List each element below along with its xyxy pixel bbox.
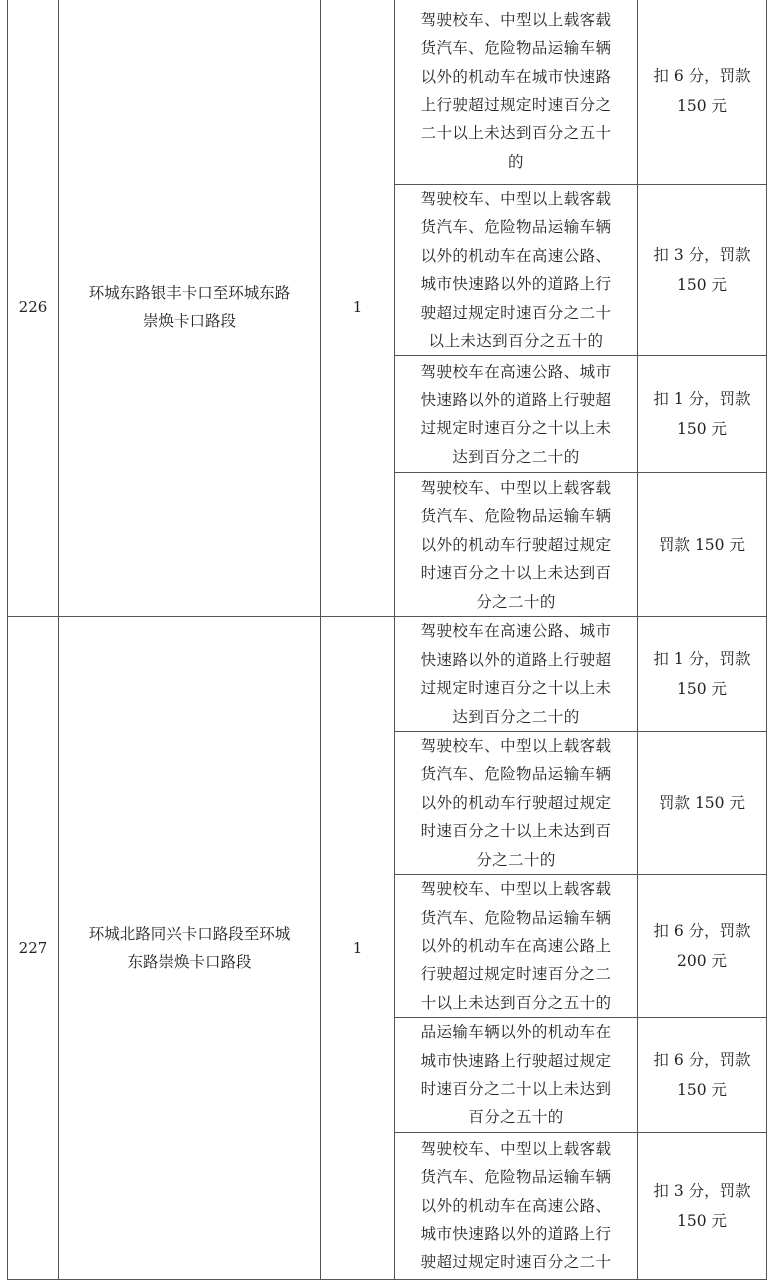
- cell-line: 150 元: [676, 1211, 727, 1230]
- cell-line: 150 元: [676, 420, 727, 439]
- violation-description: [395, 356, 638, 473]
- penalty: [638, 356, 767, 473]
- cell-line: 货汽车、危险物品运输车辆: [420, 507, 612, 526]
- cell-line: 货汽车、危险物品运输车辆: [420, 908, 612, 927]
- cell-line: 环城北路同兴卡口路段至环城: [88, 925, 291, 944]
- cell-line: 150 元: [676, 1080, 727, 1099]
- penalty: [638, 1132, 767, 1279]
- cell-line: 150 元: [676, 97, 727, 115]
- cell-line: 扣 1 分，罚款: [653, 390, 751, 409]
- cell-line: 达到百分之二十的: [452, 707, 580, 726]
- violation-description: [395, 875, 638, 1018]
- penalty: [638, 473, 767, 617]
- cell-line: 快速路以外的道路上行驶超: [420, 391, 612, 410]
- cell-line: 货汽车、危险物品运输车辆: [420, 765, 612, 784]
- cell-line: 城市快速路上行驶超过规定: [420, 1051, 612, 1070]
- road-section: [59, 0, 321, 617]
- penalty: [638, 185, 767, 356]
- cell-line: 过规定时速百分之十以上未: [420, 419, 612, 438]
- penalty: [638, 875, 767, 1018]
- cell-line: 驾驶校车在高速公路、城市: [420, 362, 612, 381]
- cell-line: 百分之五十的: [468, 1108, 564, 1127]
- cell-line: 达到百分之二十的: [452, 447, 580, 466]
- cell-line: 罚款 150 元: [659, 535, 745, 554]
- cell-line: 驶超过规定时速百分之二十: [420, 303, 612, 322]
- violation-description: [395, 617, 638, 732]
- penalty: [638, 1018, 767, 1133]
- cell-line: 驾驶校车、中型以上载客载: [420, 478, 612, 497]
- cell-line: 驾驶校车、中型以上载客载: [420, 190, 612, 208]
- cell-line: 以外的机动车行驶超过规定: [420, 535, 612, 554]
- cell-line: 以外的机动车在城市快速路: [420, 67, 612, 86]
- cell-line: 驾驶校车、中型以上载客载: [420, 880, 612, 899]
- cell-line: 罚款 150 元: [659, 794, 745, 813]
- cell-line: 货汽车、危险物品运输车辆: [420, 218, 612, 237]
- violation-description: [395, 1018, 638, 1133]
- cell-line: 以上未达到百分之五十的: [428, 332, 604, 351]
- penalty: [638, 617, 767, 732]
- cell-line: 扣 6 分，罚款: [653, 1050, 751, 1069]
- cell-line: 时速百分之十以上未达到百: [420, 564, 612, 583]
- cell-line: 分之二十的: [476, 850, 556, 869]
- table-row: [8, 617, 767, 732]
- lane-count: 1: [321, 0, 395, 617]
- cell-line: 驾驶校车、中型以上载客载: [420, 10, 612, 29]
- violation-description: [395, 732, 638, 875]
- cell-line: 分之二十的: [476, 592, 556, 611]
- cell-line: 驾驶校车在高速公路、城市: [420, 622, 612, 641]
- penalty: [638, 732, 767, 875]
- cell-line: 品运输车辆以外的机动车在: [420, 1023, 612, 1042]
- cell-line: 时速百分之二十以上未达到: [420, 1079, 612, 1098]
- table-row: [8, 0, 767, 185]
- violation-description: [395, 185, 638, 356]
- cell-line: 驶超过规定时速百分之二十: [420, 1253, 612, 1272]
- cell-line: 过规定时速百分之十以上未: [420, 679, 612, 698]
- cell-line: 驾驶校车、中型以上载客载: [420, 737, 612, 756]
- cell-line: 上行驶超过规定时速百分之: [420, 96, 612, 114]
- violation-description: [395, 473, 638, 617]
- cell-line: 行驶超过规定时速百分之二: [420, 965, 612, 984]
- cell-line: 二十以上未达到百分之五十: [420, 124, 612, 143]
- row-number: 226: [8, 0, 59, 617]
- cell-line: 崇焕卡口路段: [142, 312, 236, 331]
- violation-description: [395, 0, 638, 185]
- cell-line: 城市快速路以外的道路上行: [420, 1224, 612, 1243]
- cell-line: 以外的机动车行驶超过规定: [420, 793, 612, 812]
- penalty: [638, 0, 767, 185]
- cell-line: 环城东路银丰卡口至环城东路: [88, 284, 291, 303]
- violation-table: [7, 0, 767, 1280]
- cell-line: 扣 3 分，罚款: [653, 246, 751, 265]
- cell-line: 扣 6 分，罚款: [653, 922, 751, 941]
- cell-line: 快速路以外的道路上行驶超: [420, 650, 612, 669]
- cell-line: 货汽车、危险物品运输车辆: [420, 1168, 612, 1187]
- cell-line: 以外的机动车在高速公路、: [420, 1196, 612, 1215]
- cell-line: 货汽车、危险物品运输车辆: [420, 39, 612, 58]
- cell-line: 150 元: [676, 276, 727, 295]
- cell-line: 扣 3 分，罚款: [653, 1181, 751, 1200]
- cell-line: 扣 1 分，罚款: [653, 650, 751, 669]
- row-number: 227: [8, 617, 59, 1279]
- cell-line: 驾驶校车、中型以上载客载: [420, 1139, 612, 1158]
- cell-line: 时速百分之十以上未达到百: [420, 822, 612, 841]
- cell-line: 十以上未达到百分之五十的: [420, 993, 612, 1012]
- cell-line: 200 元: [676, 952, 727, 971]
- cell-line: 扣 6 分，罚款: [653, 67, 751, 85]
- cell-line: 150 元: [676, 680, 727, 699]
- cell-line: 的: [508, 152, 524, 171]
- cell-line: 以外的机动车在高速公路上: [420, 936, 612, 955]
- lane-count: 1: [321, 617, 395, 1279]
- cell-line: 东路崇焕卡口路段: [127, 953, 252, 972]
- cell-line: 以外的机动车在高速公路、: [420, 246, 612, 265]
- violation-description: [395, 1132, 638, 1279]
- road-section: [59, 617, 321, 1279]
- cell-line: 城市快速路以外的道路上行: [420, 275, 612, 294]
